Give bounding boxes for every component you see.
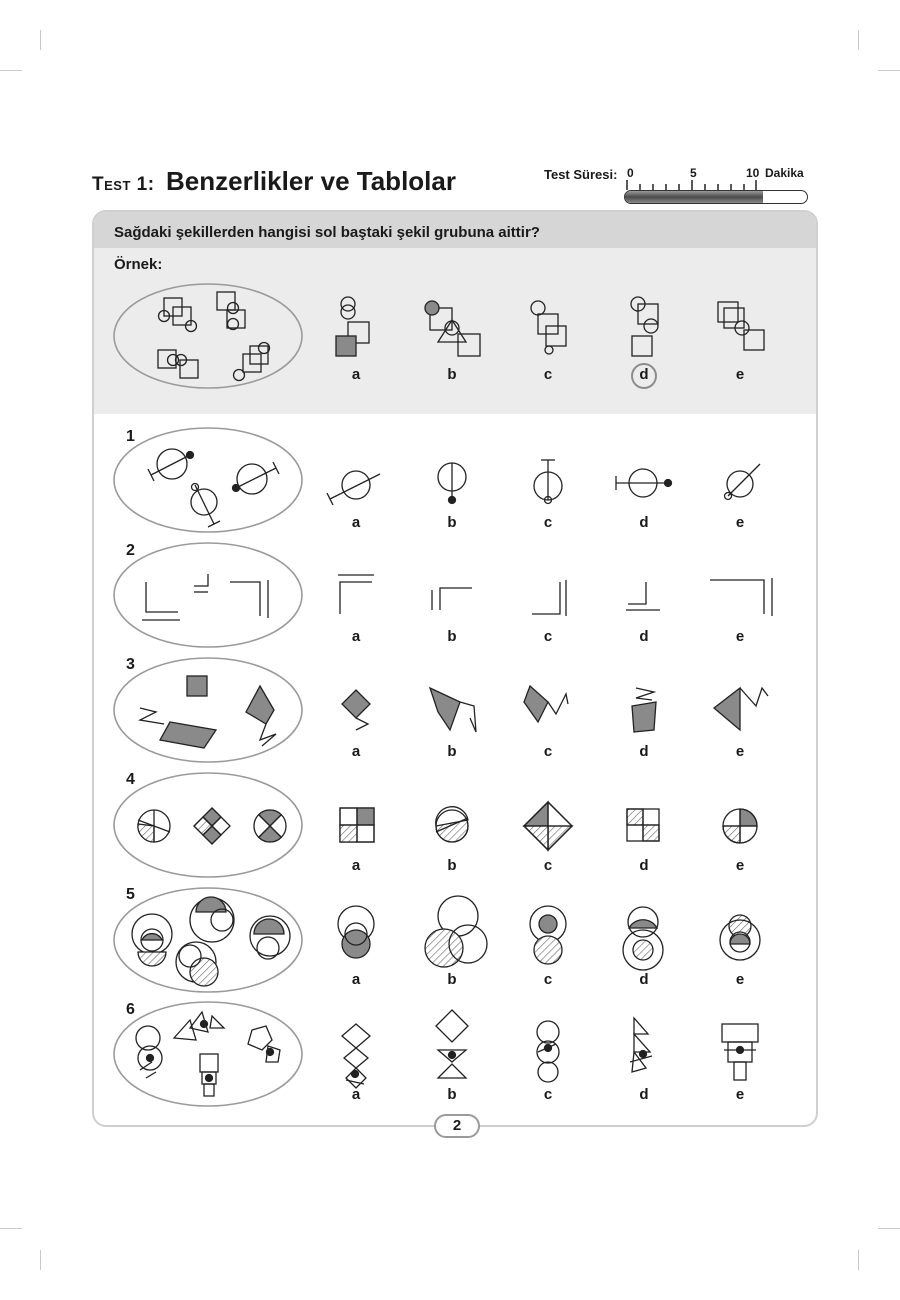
q3-option-b xyxy=(430,688,476,732)
example-option-c-label[interactable]: c xyxy=(543,366,553,383)
q6-option-a xyxy=(342,1024,370,1088)
example-option-a-label[interactable]: a xyxy=(351,366,361,383)
question-number: 4 xyxy=(126,771,135,788)
q4-group xyxy=(114,773,302,877)
q6-option-e-label[interactable]: e xyxy=(735,1086,745,1103)
page-number: 2 xyxy=(434,1114,480,1138)
crop-mark xyxy=(858,1250,859,1270)
q6-option-b xyxy=(436,1010,468,1078)
q1-option-d xyxy=(616,469,672,497)
q4-option-d xyxy=(627,809,659,841)
timer-unit: Dakika xyxy=(765,166,804,180)
q1-option-e xyxy=(725,464,761,500)
example-label: Örnek: xyxy=(114,256,163,273)
q4-option-e-label[interactable]: e xyxy=(735,857,745,874)
q6-option-d xyxy=(630,1018,652,1072)
q6-option-c-label[interactable]: c xyxy=(543,1086,553,1103)
question-number: 5 xyxy=(126,886,135,903)
timer-progress-bar xyxy=(624,190,808,204)
q6-option-d-label[interactable]: d xyxy=(639,1086,649,1103)
example-option-d xyxy=(631,297,658,356)
q5-option-a-label[interactable]: a xyxy=(351,971,361,988)
q5-option-b-label[interactable]: b xyxy=(447,971,457,988)
question-number: 6 xyxy=(126,1001,135,1018)
q6-option-c xyxy=(537,1021,559,1082)
q2-option-b xyxy=(432,588,472,610)
q2-option-b-label[interactable]: b xyxy=(447,628,457,645)
q1-option-a-label[interactable]: a xyxy=(351,514,361,531)
q4-option-a xyxy=(340,808,374,842)
q3-option-a-label[interactable]: a xyxy=(351,743,361,760)
example-option-d-label[interactable]: d xyxy=(639,366,649,383)
q3-option-d-label[interactable]: d xyxy=(639,743,649,760)
q4-option-b-label[interactable]: b xyxy=(447,857,457,874)
test-header xyxy=(92,164,812,204)
q4-option-e xyxy=(723,809,757,843)
question-number: 1 xyxy=(126,428,135,445)
example-option-e-label[interactable]: e xyxy=(735,366,745,383)
example-group xyxy=(114,284,302,388)
crop-mark xyxy=(878,1228,900,1229)
q5-option-e-label[interactable]: e xyxy=(735,971,745,988)
question-number: 3 xyxy=(126,656,135,673)
timer-progress-fill xyxy=(625,191,763,203)
q6-option-a-label[interactable]: a xyxy=(351,1086,361,1103)
q3-option-a xyxy=(342,690,370,730)
timer-tick-0: 0 xyxy=(627,166,634,180)
q3-option-e xyxy=(714,688,768,730)
q2-option-a-label[interactable]: a xyxy=(351,628,361,645)
page-title: Benzerlikler ve Tablolar xyxy=(166,166,456,196)
q1-option-d-label[interactable]: d xyxy=(639,514,649,531)
q3-option-b-label[interactable]: b xyxy=(447,743,457,760)
q5-group xyxy=(114,888,302,992)
q4-option-c-label[interactable]: c xyxy=(543,857,553,874)
q5-option-d-label[interactable]: d xyxy=(639,971,649,988)
q2-option-c-label[interactable]: c xyxy=(543,628,553,645)
timer-label: Test Süresi: xyxy=(544,167,618,182)
q5-option-d xyxy=(623,907,663,970)
q1-option-e-label[interactable]: e xyxy=(735,514,745,531)
q1-option-b xyxy=(438,463,466,504)
example-option-b xyxy=(425,301,480,356)
q1-group xyxy=(114,428,302,532)
timer-tick-5: 5 xyxy=(690,166,697,180)
crop-mark xyxy=(0,70,22,71)
q6-group xyxy=(114,1002,302,1106)
q4-option-c xyxy=(524,802,572,850)
example-option-b-label[interactable]: b xyxy=(447,366,457,383)
q2-option-a xyxy=(338,575,374,614)
q3-option-d xyxy=(632,688,656,732)
crop-mark xyxy=(878,70,900,71)
example-option-e xyxy=(718,302,764,350)
q2-group xyxy=(114,543,302,647)
q5-option-a xyxy=(338,906,374,958)
q1-option-a xyxy=(327,471,380,505)
example-option-a xyxy=(336,297,369,356)
q2-option-d xyxy=(626,582,660,610)
q3-option-c-label[interactable]: c xyxy=(543,743,553,760)
q2-option-c xyxy=(532,580,566,616)
q6-option-e xyxy=(722,1024,758,1080)
q2-option-d-label[interactable]: d xyxy=(639,628,649,645)
example-option-c xyxy=(531,301,566,354)
question-panel xyxy=(92,210,818,1127)
question-number: 2 xyxy=(126,542,135,559)
crop-mark xyxy=(40,1250,41,1270)
q6-option-b-label[interactable]: b xyxy=(447,1086,457,1103)
timer-tick-marks xyxy=(624,180,764,190)
figures xyxy=(94,212,816,1125)
q5-option-e xyxy=(720,915,760,960)
q3-option-e-label[interactable]: e xyxy=(735,743,745,760)
q1-option-c-label[interactable]: c xyxy=(543,514,553,531)
q2-option-e-label[interactable]: e xyxy=(735,628,745,645)
crop-mark xyxy=(0,1228,22,1229)
q2-option-e xyxy=(710,578,772,616)
q1-option-b-label[interactable]: b xyxy=(447,514,457,531)
crop-mark xyxy=(40,30,41,50)
q1-option-c xyxy=(534,460,562,504)
test-number: Test 1: xyxy=(92,174,155,195)
question-text: Sağdaki şekillerden hangisi sol baştaki şekil grubuna aittir? xyxy=(114,224,540,241)
q5-option-c-label[interactable]: c xyxy=(543,971,553,988)
q4-option-b xyxy=(436,807,468,842)
crop-mark xyxy=(858,30,859,50)
q3-option-c xyxy=(524,686,568,722)
q5-option-c xyxy=(530,906,566,964)
q5-option-b xyxy=(425,896,487,967)
q3-group xyxy=(114,658,302,762)
q4-option-a-label[interactable]: a xyxy=(351,857,361,874)
q4-option-d-label[interactable]: d xyxy=(639,857,649,874)
timer-tick-10: 10 xyxy=(746,166,760,180)
